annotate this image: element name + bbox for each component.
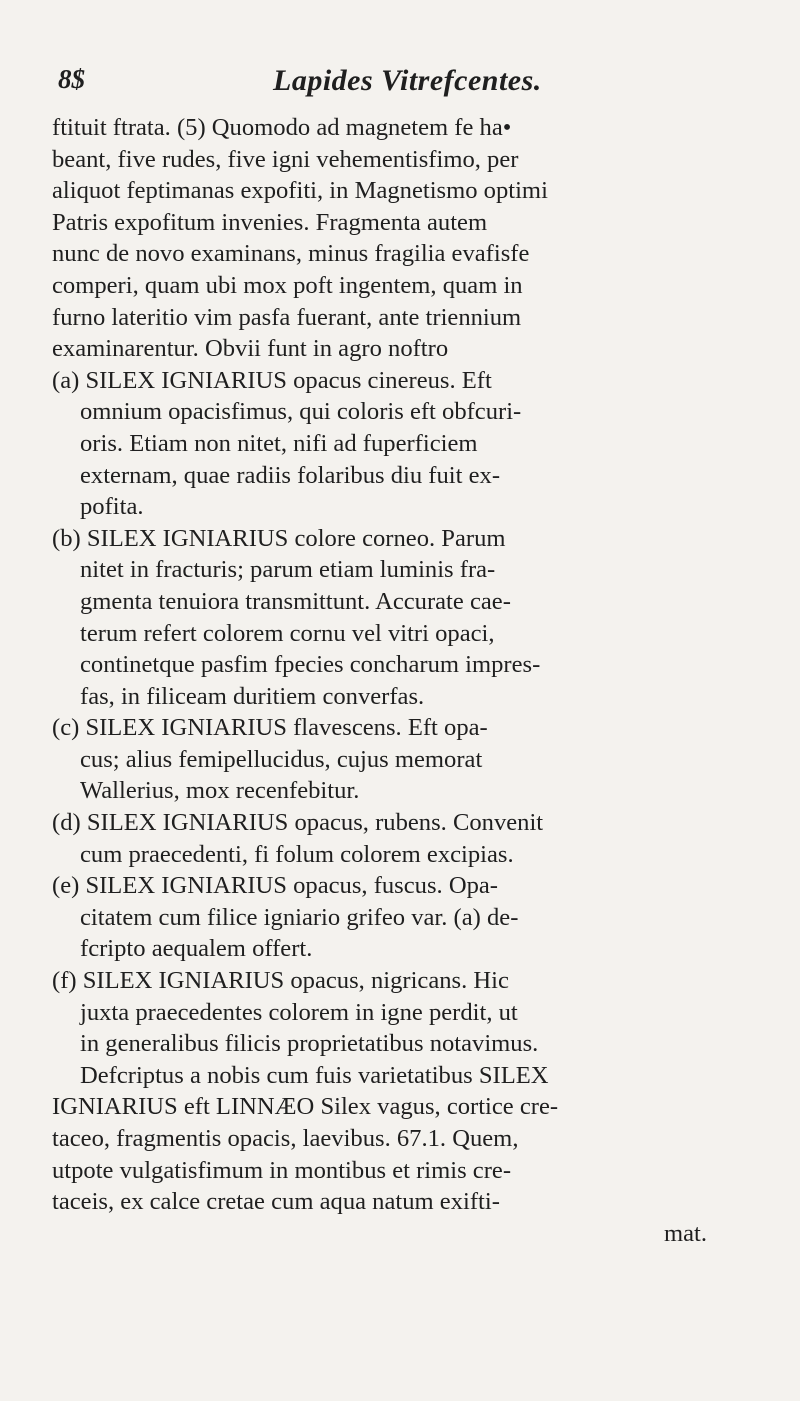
body-text <box>52 112 752 1249</box>
text-line: terum refert colorem cornu vel vitri opaci, <box>80 619 495 647</box>
text-line: taceo, fragmentis opacis, laevibus. 67.1. Quem, <box>52 1125 519 1152</box>
text-line: IGNIARIUS eft LINNÆO Silex vagus, cortice cre- <box>52 1093 559 1121</box>
entry-line: (f) SILEX IGNIARIUS opacus, nigricans. Hic <box>52 967 509 995</box>
text-line: nunc de novo examinans, minus fragilia evafisfe <box>52 240 530 268</box>
entry-line: (c) SILEX IGNIARIUS flavescens. Eft opa- <box>52 714 488 742</box>
entry-line: (d) SILEX IGNIARIUS opacus, rubens. Convenit <box>52 809 544 837</box>
text-line: Wallerius, mox recenfebitur. <box>80 777 360 805</box>
text-line: citatem cum filice igniario grifeo var. (a) de- <box>80 903 519 931</box>
text-line: taceis, ex calce cretae cum aqua natum exifti- <box>52 1188 500 1216</box>
text-line: externam, quae radiis folaribus diu fuit ex- <box>80 461 501 489</box>
text-line: furno lateritio vim pasfa fuerant, ante triennium <box>52 303 522 331</box>
text-line: gmenta tenuiora transmittunt. Accurate cae- <box>80 587 511 615</box>
text-line: mat. <box>664 1219 708 1247</box>
page-header <box>58 64 748 104</box>
text-line: comperi, quam ubi mox poft ingentem, quam in <box>52 271 523 299</box>
text-line: ftituit ftrata. (5) Quomodo ad magnetem fe ha• <box>52 114 512 141</box>
text-line: Defcriptus a nobis cum fuis varietatibus SILEX <box>80 1061 549 1089</box>
entry-line: (b) SILEX IGNIARIUS colore corneo. Parum <box>52 524 506 552</box>
text-line: fas, in filiceam duritiem converfas. <box>80 682 425 710</box>
text-line: juxta praecedentes colorem in igne perdit, ut <box>80 998 518 1026</box>
text-line: Patris expofitum invenies. Fragmenta autem <box>52 208 488 236</box>
text-line: pofita. <box>80 493 144 521</box>
entry-line: (a) SILEX IGNIARIUS opacus cinereus. Eft <box>52 366 492 394</box>
text-line: continetque pasfim fpecies concharum impres- <box>80 651 541 679</box>
text-line: omnium opacisfimus, qui coloris eft obfcuri- <box>80 398 522 426</box>
text-line: aliquot feptimanas expofiti, in Magnetismo optimi <box>52 177 548 205</box>
text-line: fcripto aequalem offert. <box>80 935 313 963</box>
text-line: utpote vulgatisfimum in montibus et rimis cre- <box>52 1156 512 1184</box>
text-line: beant, five rudes, five igni vehementisfimo, per <box>52 145 519 173</box>
text-line: cus; alius femipellucidus, cujus memorat <box>80 745 483 773</box>
page-number: 8$ <box>58 64 85 94</box>
text-line: cum praecedenti, fi folum colorem excipias. <box>80 840 514 868</box>
running-title: Lapides Vitrefcentes. <box>273 64 542 97</box>
text-line: nitet in fracturis; parum etiam luminis fra- <box>80 556 496 584</box>
text-line: in generalibus filicis proprietatibus notavimus. <box>80 1030 539 1058</box>
text-line: oris. Etiam non nitet, nifi ad fuperficiem <box>80 429 478 457</box>
text-line: examinarentur. Obvii funt in agro noftro <box>52 335 449 363</box>
entry-line: (e) SILEX IGNIARIUS opacus, fuscus. Opa- <box>52 872 499 900</box>
